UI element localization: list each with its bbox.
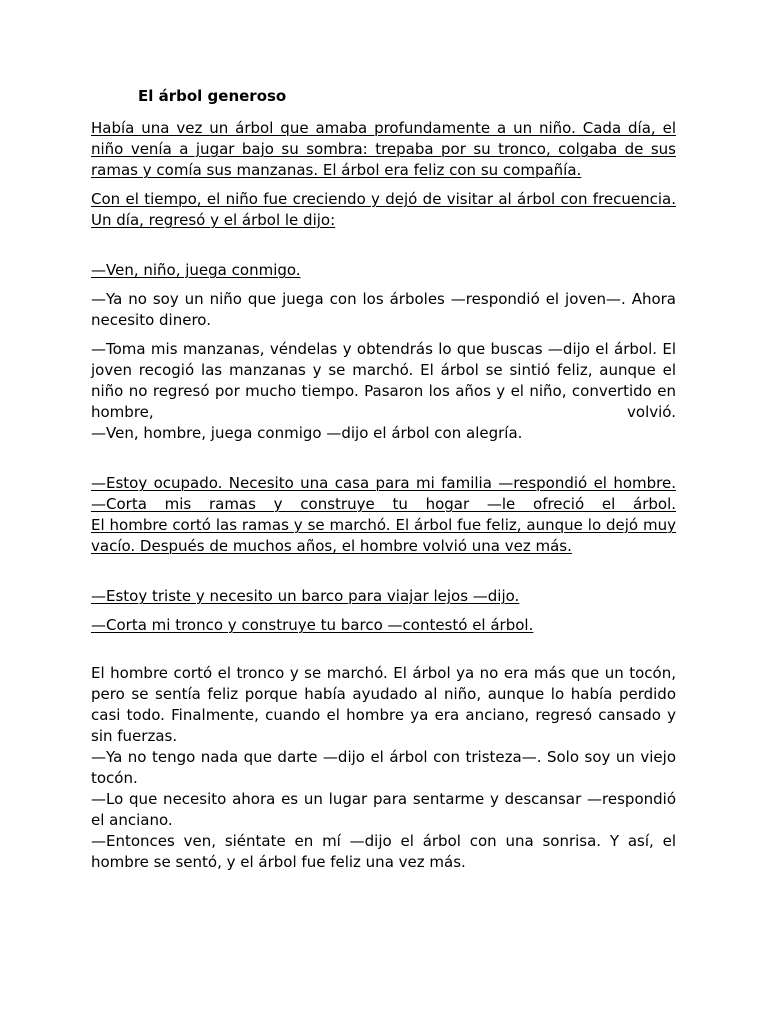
blank-line	[91, 444, 676, 473]
paragraph-8: —Corta mis ramas y construye tu hogar —le ofreció el árbol.	[91, 495, 676, 513]
paragraph-14: —Lo que necesito ahora es un lugar para sentarme y descansar —respondió el anciano.	[91, 790, 676, 829]
paragraph-3: —Ven, niño, juega conmigo.	[91, 261, 301, 279]
paragraph-5: —Toma mis manzanas, véndelas y obtendrás lo que buscas —dijo el árbol. El joven recogió las manzanas y se marchó. El árbol se sintió feliz, aunque el niño no regresó por mucho tiempo. Pasaron los años y el niño, convertido en hombre, volvió.	[91, 340, 676, 421]
blank-line	[91, 644, 676, 663]
paragraph-11: —Corta mi tronco y construye tu barco —contestó el árbol.	[91, 616, 534, 634]
paragraph-7-group	[91, 473, 676, 557]
paragraph-15: —Entonces ven, siéntate en mí —dijo el árbol con una sonrisa. Y así, el hombre se sentó, y el árbol fue feliz una vez más.	[91, 832, 676, 871]
blank-line	[91, 239, 676, 260]
document-title: El árbol generoso	[138, 87, 287, 105]
paragraph-12-group	[91, 663, 676, 873]
blank-line	[91, 557, 676, 586]
paragraph-5-group	[91, 339, 676, 444]
paragraph-1: Había una vez un árbol que amaba profundamente a un niño. Cada día, el niño venía a jugar bajo su sombra: trepaba por su tronco, colgaba de sus ramas y comía sus manzanas. El árbol era feliz con su compañía.	[91, 119, 676, 179]
paragraph-7: —Estoy ocupado. Necesito una casa para mi familia —respondió el hombre.	[91, 474, 676, 492]
paragraph-4: —Ya no soy un niño que juega con los árboles —respondió el joven—. Ahora necesito dinero.	[91, 290, 676, 329]
paragraph-6: —Ven, hombre, juega conmigo —dijo el árbol con alegría.	[91, 424, 523, 442]
paragraph-9: El hombre cortó las ramas y se marchó. El árbol fue feliz, aunque lo dejó muy vacío. Después de muchos años, el hombre volvió una vez más.	[91, 516, 676, 555]
paragraph-2: Con el tiempo, el niño fue creciendo y dejó de visitar al árbol con frecuencia. Un día, regresó y el árbol le dijo:	[91, 190, 676, 229]
document-page	[91, 86, 676, 873]
paragraph-13: —Ya no tengo nada que darte —dijo el árbol con tristeza—. Solo soy un viejo tocón.	[91, 748, 676, 787]
paragraph-12: El hombre cortó el tronco y se marchó. El árbol ya no era más que un tocón, pero se sentía feliz porque había ayudado al niño, aunque lo había perdido casi todo. Finalmente, cuando el hombre ya era anciano, regresó cansado y sin fuerzas.	[91, 664, 676, 745]
paragraph-10: —Estoy triste y necesito un barco para viajar lejos —dijo.	[91, 587, 520, 605]
